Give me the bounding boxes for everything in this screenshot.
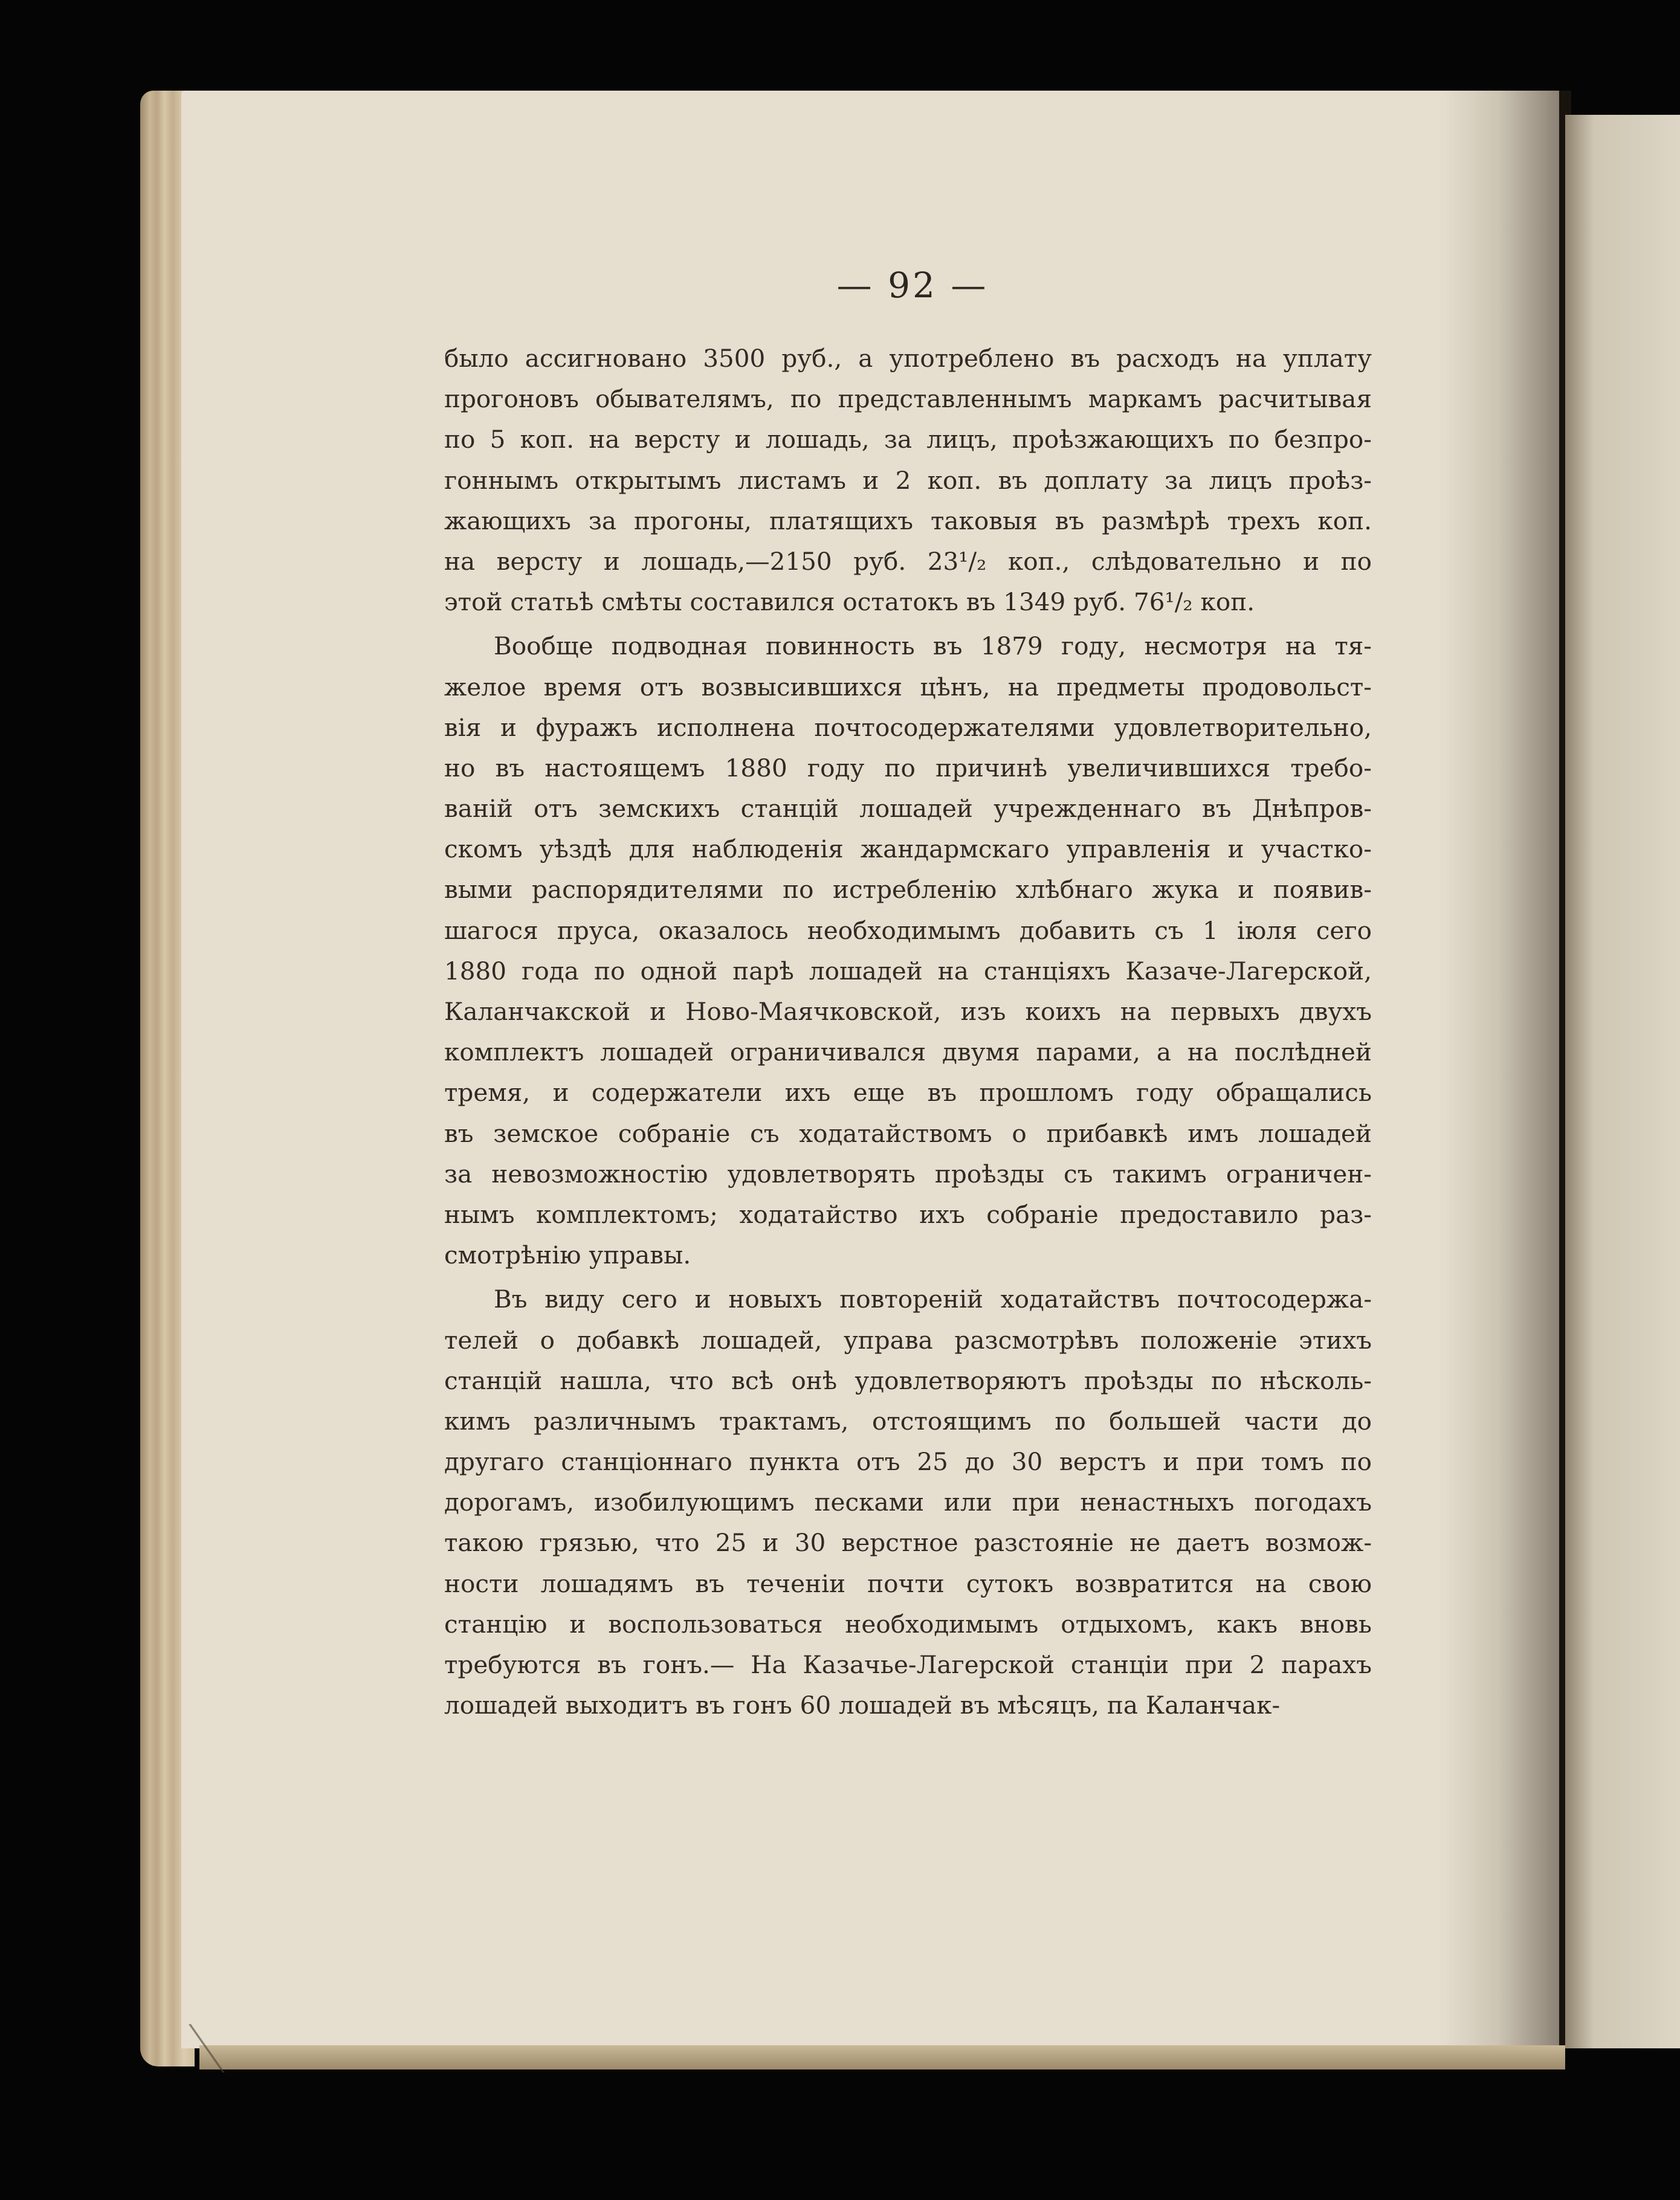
text-line: требуются въ гонъ.— На Казачье-Лагерской станціи при 2 парахъ: [444, 1650, 1372, 1679]
text-line: дорогамъ, изобилующимъ песками или при ненастныхъ погодахъ: [444, 1488, 1372, 1517]
text-line: кимъ различнымъ трактамъ, отстоящимъ по большей части до: [444, 1406, 1372, 1436]
text-line: лошадей выходитъ въ гонъ 60 лошадей въ мѣсяцъ, па Каланчак-: [444, 1691, 1281, 1720]
text-line: скомъ уѣздѣ для наблюденія жандармскаго управленія и участко-: [444, 834, 1372, 864]
text-line: другаго станціоннаго пункта отъ 25 до 30 верстъ и при томъ по: [444, 1447, 1372, 1477]
text-line: нымъ комплектомъ; ходатайство ихъ собраніе предоставило раз-: [444, 1199, 1372, 1229]
text-line: но въ настоящемъ 1880 году по причинѣ увеличившихся требо-: [444, 753, 1372, 782]
text-line: за невозможностію удовлетворять проѣзды съ такимъ ограничен-: [444, 1159, 1372, 1189]
bottom-page-edge: [199, 2045, 1565, 2069]
text-line: станцій нашла, что всѣ онѣ удовлетворяютъ проѣзды по нѣсколь-: [444, 1366, 1372, 1395]
text-line: Каланчакской и Ново-Маячковской, изъ коихъ на первыхъ двухъ: [444, 997, 1372, 1026]
text-line: вія и фуражъ исполнена почтосодержателями удовлетворительно,: [444, 712, 1372, 742]
text-line: станцію и воспользоваться необходимымъ отдыхомъ, какъ вновь: [444, 1609, 1372, 1639]
facing-page-edge: [1565, 115, 1680, 2048]
text-line: этой статьѣ смѣты составился остатокъ въ 1349 руб. 76¹/₂ коп.: [444, 587, 1255, 617]
text-line: комплектъ лошадей ограничивался двумя парами, а на послѣдней: [444, 1037, 1372, 1067]
text-line: выми распорядителями по истребленію хлѣбнаго жука и появив-: [444, 875, 1372, 905]
text-line: жающихъ за прогоны, платящихъ таковыя въ размѣрѣ трехъ коп.: [444, 506, 1372, 535]
paragraph: [444, 338, 1372, 622]
gutter-shadow: [1438, 91, 1571, 2048]
paragraph: [444, 1279, 1372, 1726]
text-line: было ассигновано 3500 руб., а употреблено въ расходъ на уплату: [444, 344, 1372, 373]
paragraph: [444, 626, 1372, 1276]
text-line: смотрѣнію управы.: [444, 1240, 691, 1270]
text-line: прогоновъ обывателямъ, по представленнымъ маркамъ расчитывая: [444, 384, 1372, 414]
text-line: гоннымъ открытымъ листамъ и 2 коп. въ доплату за лицъ проѣз-: [444, 465, 1372, 495]
text-line: такою грязью, что 25 и 30 верстное разстояніе не даетъ возмож-: [444, 1528, 1372, 1558]
text-line: телей о добавкѣ лошадей, управа разсмотрѣвъ положеніе этихъ: [444, 1325, 1372, 1355]
body-text: [444, 338, 1372, 1726]
text-line: ваній отъ земскихъ станцій лошадей учрежденнаго въ Днѣпров-: [444, 794, 1372, 824]
text-line: ности лошадямъ въ теченіи почти сутокъ возвратится на свою: [444, 1569, 1372, 1598]
text-line: по 5 коп. на версту и лошадь, за лицъ, проѣзжающихъ по безпро-: [444, 425, 1372, 454]
text-line: въ земское собраніе съ ходатайствомъ о прибавкѣ имъ лошадей: [444, 1118, 1372, 1148]
text-line: Вообще подводная повинность въ 1879 году, несмотря на тя-: [494, 631, 1372, 661]
text-line: желое время отъ возвысившихся цѣнъ, на предметы продовольст-: [444, 672, 1372, 702]
text-line: Въ виду сего и новыхъ повтореній ходатайствъ почтосодержа-: [494, 1285, 1372, 1314]
text-line: на версту и лошадь,—2150 руб. 23¹/₂ коп., слѣдовательно и по: [444, 546, 1372, 576]
text-line: тремя, и содержатели ихъ еще въ прошломъ году обращались: [444, 1078, 1372, 1108]
text-line: шагося пруса, оказалось необходимымъ добавить съ 1 іюля сего: [444, 915, 1372, 945]
text-line: 1880 года по одной парѣ лошадей на станціяхъ Казаче-Лагерской,: [444, 956, 1372, 985]
page-number: — 92 —: [836, 265, 989, 306]
